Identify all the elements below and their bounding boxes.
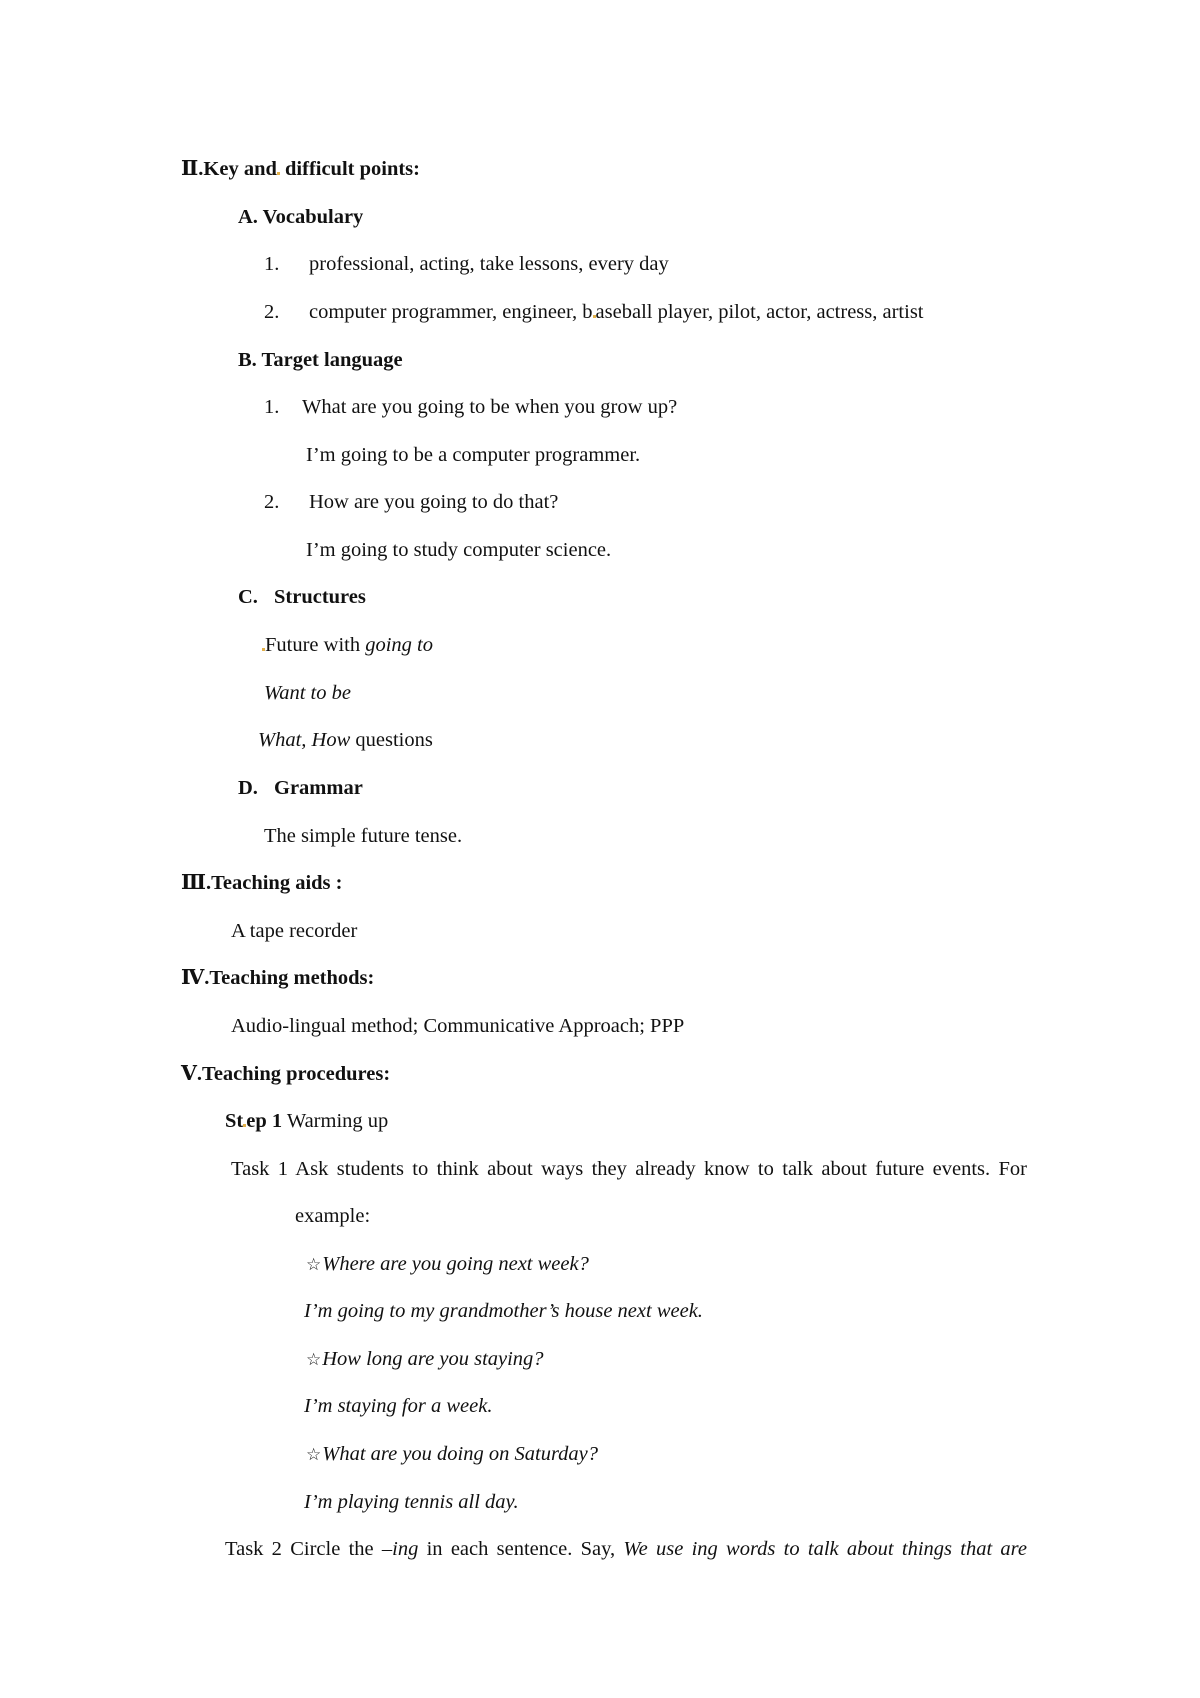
star-icon: ☆ xyxy=(306,1255,322,1275)
structure-line: Want to be xyxy=(264,682,351,704)
teaching-methods-text: Audio-lingual method; Communicative Approach; PPP xyxy=(231,1015,685,1037)
answer-line: I’m going to be a computer programmer. xyxy=(306,444,641,466)
example-line: I’m staying for a week. xyxy=(304,1395,493,1417)
task1-line: Task 1 Ask students to think about ways they already know to talk about future events. For xyxy=(231,1158,1027,1180)
example-line: ☆How long are you staying? xyxy=(306,1348,544,1370)
grammar-text: The simple future tense. xyxy=(264,825,463,847)
task1-line: example: xyxy=(295,1205,371,1227)
section-numeral: Ⅲ xyxy=(181,872,206,894)
structure-line: What, How questions xyxy=(258,729,433,751)
star-icon: ☆ xyxy=(306,1350,322,1370)
structure-line: Future with going to xyxy=(262,632,433,658)
example-line: I’m going to my grandmother’s house next week. xyxy=(304,1300,703,1322)
list-item: 2. How are you going to do that? xyxy=(264,491,559,513)
section-teaching-aids-heading: Ⅲ.Teaching aids : xyxy=(181,872,343,894)
section-teaching-procedures-heading: Ⅴ.Teaching procedures: xyxy=(181,1063,391,1085)
section-teaching-methods-heading: Ⅳ.Teaching methods: xyxy=(181,967,375,989)
target-language-heading: B. Target language xyxy=(238,349,403,371)
section-key-points-heading: Ⅱ.Key and difficult points: xyxy=(181,158,420,180)
list-item: 2. computer programmer, engineer, b aseball player, pilot, actor, actress, artist xyxy=(264,301,924,323)
list-item: 1. What are you going to be when you grow up? xyxy=(264,396,678,418)
example-line: ☆What are you doing on Saturday? xyxy=(306,1443,599,1465)
teaching-aids-text: A tape recorder xyxy=(231,920,358,942)
section-numeral: Ⅱ xyxy=(181,158,199,180)
star-icon: ☆ xyxy=(306,1445,322,1465)
structures-heading: C. Structures xyxy=(238,586,366,608)
step-heading: St ep 1 Warming up xyxy=(225,1110,389,1132)
example-line: ☆Where are you going next week? xyxy=(306,1253,589,1275)
task2-line: Task 2 Circle the –ing in each sentence. Say, We use ing words to talk about things that are xyxy=(225,1538,1027,1560)
example-line: I’m playing tennis all day. xyxy=(304,1491,519,1513)
answer-line: I’m going to study computer science. xyxy=(306,539,612,561)
section-numeral: Ⅴ xyxy=(181,1063,197,1085)
list-item: 1. professional, acting, take lessons, every day xyxy=(264,253,669,275)
grammar-heading: D. Grammar xyxy=(238,777,363,799)
vocabulary-heading: A. Vocabulary xyxy=(238,206,364,228)
section-numeral: Ⅳ xyxy=(181,967,205,989)
